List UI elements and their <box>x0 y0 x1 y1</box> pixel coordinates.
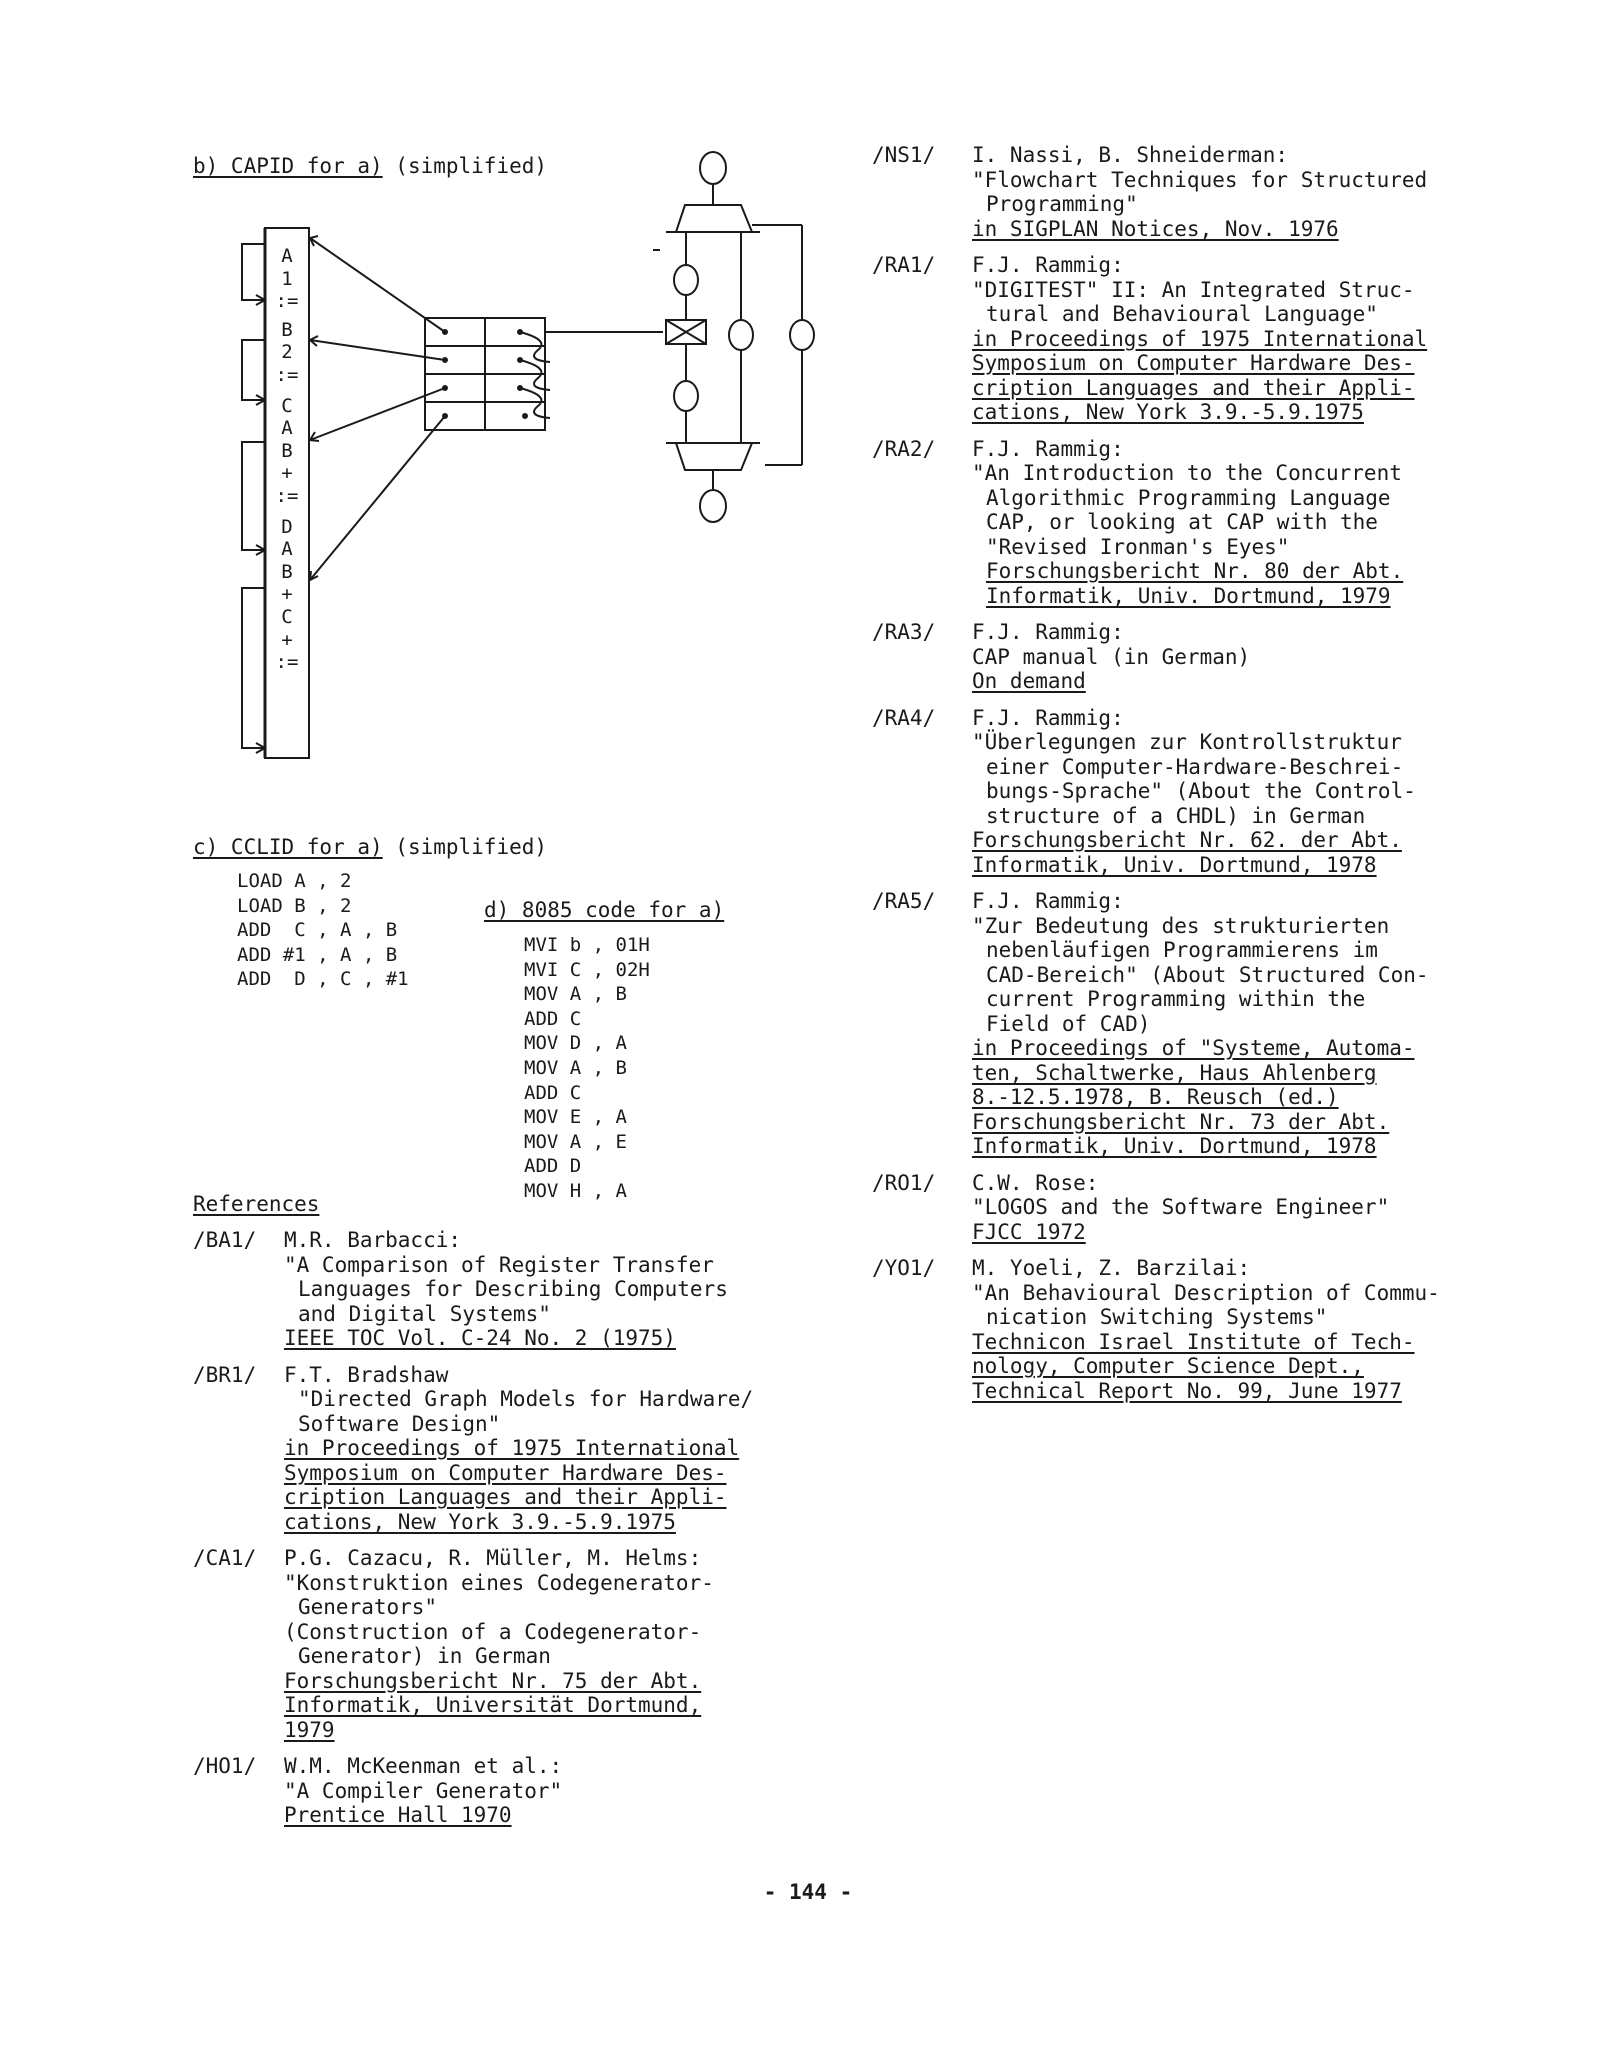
reference-line-text: "An Behavioural Description of Commu- <box>972 1280 1440 1305</box>
reference-tag: /RA4/ <box>872 705 936 730</box>
reference-line <box>284 1718 833 1743</box>
reference-line <box>284 1436 833 1461</box>
reference-body <box>972 620 1512 694</box>
reference-line <box>972 779 1512 804</box>
bracket-d <box>242 588 265 748</box>
reference-line <box>972 510 1512 535</box>
figure-b-caption: b) CAPID for a) (simplified) <box>193 154 548 178</box>
reference-line-text: Generator) in German <box>298 1644 551 1668</box>
reference-body <box>972 706 1512 878</box>
reference-line <box>972 1354 1512 1379</box>
reference-line-text: cations, New York 3.9.-5.9.1975 <box>972 400 1364 424</box>
reference-line <box>284 1302 833 1327</box>
reference-line-text: F.J. Rammig: <box>972 705 1124 730</box>
reference-line <box>972 486 1512 511</box>
reference-line-text: "LOGOS and the Software Engineer" <box>972 1195 1390 1219</box>
reference-entry <box>193 1546 833 1742</box>
reference-line <box>972 828 1512 853</box>
reference-line-text: Forschungsbericht Nr. 80 der Abt. <box>986 559 1404 583</box>
reference-line <box>284 1228 833 1253</box>
reference-line-text: CAP, or looking at CAP with the <box>986 510 1378 534</box>
reference-line-text: Generators" <box>298 1595 438 1619</box>
reference-line <box>972 889 1512 914</box>
reference-line <box>284 1571 833 1596</box>
reference-body <box>972 143 1512 241</box>
reference-line-text: "Revised Ironman's Eyes" <box>986 534 1290 559</box>
reference-line <box>972 400 1512 425</box>
reference-body <box>972 889 1512 1159</box>
reference-line-text: W.M. McKeenman et al.: <box>284 1754 563 1778</box>
reference-body <box>284 1546 833 1742</box>
reference-line-text: "A Compiler Generator" <box>284 1778 563 1803</box>
reference-line <box>284 1253 833 1278</box>
reference-line <box>972 437 1512 462</box>
capid-diagram <box>220 140 820 780</box>
reference-entry <box>872 1171 1512 1245</box>
reference-line-text: I. Nassi, B. Shneiderman: <box>972 143 1289 167</box>
reference-entry <box>193 1754 833 1828</box>
reference-line-text: P.G. Cazacu, R. Müller, M. Helms: <box>284 1546 702 1570</box>
reference-line-text: Algorithmic Programming Language <box>986 485 1391 510</box>
reference-line <box>972 302 1512 327</box>
reference-line <box>972 645 1512 670</box>
reference-line-text: in Proceedings of 1975 International <box>284 1436 740 1460</box>
reference-line-text: in SIGPLAN Notices, Nov. 1976 <box>972 216 1339 241</box>
cclid-code: LOAD A , 2 LOAD B , 2 ADD C , A , B ADD #1 , A , B ADD D , C , #1 <box>237 870 409 991</box>
reference-body <box>284 1228 833 1351</box>
reference-line <box>284 1412 833 1437</box>
reference-line <box>284 1595 833 1620</box>
left-references <box>193 1228 833 1840</box>
reference-line <box>284 1669 833 1694</box>
reference-line-text: "Überlegungen zur Kontrollstruktur <box>972 730 1402 754</box>
reference-line-text: Programming" <box>986 192 1138 216</box>
reference-line <box>284 1485 833 1510</box>
reference-line-text: "DIGITEST" II: An Integrated Struc- <box>972 277 1415 302</box>
reference-entry <box>872 253 1512 425</box>
reference-line-text: 8.-12.5.1978, B. Reusch (ed.) <box>972 1085 1339 1109</box>
reference-line-text: Forschungsbericht Nr. 62. der Abt. <box>972 828 1402 852</box>
reference-line <box>284 1461 833 1486</box>
reference-body <box>972 253 1512 425</box>
reference-line-text: in Proceedings of "Systeme, Automa- <box>972 1036 1415 1060</box>
reference-line-text: Languages for Describing Computers <box>298 1277 728 1301</box>
reference-line-text: Informatik, Universität Dortmund, <box>284 1693 702 1717</box>
reference-entry <box>872 889 1512 1159</box>
reference-line-text: "Konstruktion eines Codegenerator- <box>284 1570 714 1595</box>
reference-tag: /CA1/ <box>193 1546 257 1570</box>
reference-body <box>284 1754 833 1828</box>
reference-line-text: in Proceedings of 1975 International <box>972 326 1428 351</box>
reference-line <box>972 1012 1512 1037</box>
reference-line <box>972 620 1512 645</box>
reference-line <box>972 559 1512 584</box>
reference-tag: /YO1/ <box>872 1256 936 1280</box>
reference-line-text: FJCC 1972 <box>972 1219 1086 1244</box>
reference-line <box>972 461 1512 486</box>
reference-line <box>972 351 1512 376</box>
reference-line-text: M.R. Barbacci: <box>284 1228 462 1252</box>
reference-line <box>972 669 1512 694</box>
reference-line-text: On demand <box>972 669 1086 693</box>
reference-line <box>972 143 1512 168</box>
reference-body <box>972 437 1512 609</box>
reference-line <box>284 1754 833 1779</box>
reference-line-text: Field of CAD) <box>986 1011 1151 1036</box>
reference-tag: /NS1/ <box>872 143 936 167</box>
reference-line <box>972 804 1512 829</box>
reference-line <box>972 914 1512 939</box>
reference-line-text: Symposium on Computer Hardware Des- <box>972 351 1415 375</box>
reference-line-text: Technical Report No. 99, June 1977 <box>972 1378 1402 1403</box>
reference-line <box>284 1277 833 1302</box>
reference-line <box>972 376 1512 401</box>
reference-line <box>972 987 1512 1012</box>
reference-line <box>972 1110 1512 1135</box>
reference-line-text: nication Switching Systems" <box>986 1305 1328 1329</box>
reference-line <box>972 192 1512 217</box>
reference-line <box>284 1779 833 1804</box>
reference-line-text: M. Yoeli, Z. Barzilai: <box>972 1256 1251 1280</box>
reference-line-text: Forschungsbericht Nr. 75 der Abt. <box>284 1668 702 1693</box>
reference-tag: /RA5/ <box>872 889 936 913</box>
reference-line <box>972 1171 1512 1196</box>
capid-bar-labels: A 1 := B 2 := C A B + := D A B + C + := <box>275 245 299 674</box>
reference-line-text: nebenläufigen Programmierens im <box>986 938 1378 962</box>
reference-line-text: cription Languages and their Appli- <box>972 375 1415 400</box>
reference-line <box>972 1085 1512 1110</box>
reference-line-text: F.J. Rammig: <box>972 889 1124 913</box>
reference-line <box>284 1620 833 1645</box>
reference-line <box>284 1363 833 1388</box>
reference-tag: /RA3/ <box>872 620 936 644</box>
reference-line-text: Symposium on Computer Hardware Des- <box>284 1460 727 1485</box>
reference-line-text: current Programming within the <box>986 987 1366 1011</box>
page-number: - 144 - <box>763 1880 853 1904</box>
reference-tag: /RA1/ <box>872 253 936 277</box>
reference-line-text: cription Languages and their Appli- <box>284 1485 727 1509</box>
reference-line-text: "Directed Graph Models for Hardware/ <box>298 1387 754 1411</box>
reference-line-text: structure of a CHDL) in German <box>986 803 1366 828</box>
reference-entry <box>872 706 1512 878</box>
reference-line-text: tural and Behavioural Language" <box>986 302 1378 326</box>
reference-line-text: (Construction of a Codegenerator- <box>284 1619 702 1644</box>
reference-line-text: 1979 <box>284 1717 335 1742</box>
reference-line <box>972 1379 1512 1404</box>
reference-line <box>972 1330 1512 1355</box>
reference-line-text: F.T. Bradshaw <box>284 1362 449 1387</box>
bracket-c <box>242 442 265 550</box>
reference-line <box>972 253 1512 278</box>
reference-line <box>972 1305 1512 1330</box>
reference-line-text: "An Introduction to the Concurrent <box>972 461 1402 485</box>
reference-line-text: C.W. Rose: <box>972 1170 1099 1195</box>
reference-line <box>972 535 1512 560</box>
reference-line <box>972 278 1512 303</box>
reference-line-text: "A Comparison of Register Transfer <box>284 1252 714 1277</box>
right-references <box>872 143 1512 1415</box>
reference-line-text: and Digital Systems" <box>298 1301 551 1326</box>
reference-line <box>972 1281 1512 1306</box>
reference-line <box>972 168 1512 193</box>
reference-line-text: Prentice Hall 1970 <box>284 1803 512 1827</box>
reference-line-text: Forschungsbericht Nr. 73 der Abt. <box>972 1109 1390 1134</box>
bracket-a <box>242 244 265 300</box>
i8085-code: MVI b , 01H MVI C , 02H MOV A , B ADD C MOV D , A MOV A , B ADD C MOV E , A MOV A , E ADD D MOV H , A <box>524 934 650 1202</box>
reference-entry <box>872 143 1512 241</box>
reference-line-text: ten, Schaltwerke, Haus Ahlenberg <box>972 1060 1377 1085</box>
bracket-b <box>242 340 265 400</box>
reference-line-text: F.J. Rammig: <box>972 436 1124 461</box>
reference-line <box>972 1195 1512 1220</box>
figure-c-caption: c) CCLID for a) (simplified) <box>193 835 548 859</box>
reference-line <box>972 1036 1512 1061</box>
reference-line <box>284 1510 833 1535</box>
reference-line <box>972 1061 1512 1086</box>
reference-line <box>972 1134 1512 1159</box>
reference-line-text: Informatik, Univ. Dortmund, 1978 <box>972 852 1377 877</box>
reference-line <box>284 1693 833 1718</box>
reference-line-text: Technicon Israel Institute of Tech- <box>972 1329 1415 1354</box>
reference-line-text: cations, New York 3.9.-5.9.1975 <box>284 1509 676 1534</box>
reference-tag: /RO1/ <box>872 1170 936 1195</box>
reference-line <box>972 217 1512 242</box>
reference-line <box>284 1326 833 1351</box>
reference-line-text: "Flowchart Techniques for Structured <box>972 167 1428 192</box>
reference-line-text: F.J. Rammig: <box>972 253 1124 277</box>
reference-tag: /HO1/ <box>193 1754 257 1778</box>
reference-line <box>972 584 1512 609</box>
reference-line <box>284 1644 833 1669</box>
reference-entry <box>872 1256 1512 1403</box>
reference-tag: /BR1/ <box>193 1362 257 1387</box>
reference-line <box>972 963 1512 988</box>
reference-line-text: F.J. Rammig: <box>972 620 1124 644</box>
reference-line-text: bungs-Sprache" (About the Control- <box>986 779 1416 803</box>
reference-entry <box>872 437 1512 609</box>
reference-body <box>284 1363 833 1535</box>
reference-line-text: einer Computer-Hardware-Beschrei- <box>986 754 1404 779</box>
reference-line <box>972 853 1512 878</box>
reference-line <box>284 1546 833 1571</box>
reference-line <box>284 1387 833 1412</box>
reference-line <box>972 706 1512 731</box>
reference-body <box>972 1256 1512 1403</box>
reference-line-text: Software Design" <box>298 1411 501 1436</box>
reference-line-text: nology, Computer Science Dept., <box>972 1354 1364 1378</box>
reference-line <box>972 755 1512 780</box>
reference-line-text: CAD-Bereich" (About Structured Con- <box>986 962 1429 987</box>
reference-line-text: IEEE TOC Vol. C-24 No. 2 (1975) <box>284 1326 676 1350</box>
reference-entry <box>872 620 1512 694</box>
reference-line <box>972 938 1512 963</box>
reference-line <box>284 1803 833 1828</box>
reference-line <box>972 327 1512 352</box>
reference-line <box>972 1220 1512 1245</box>
reference-body <box>972 1171 1512 1245</box>
figure-d-caption: d) 8085 code for a) <box>484 898 725 922</box>
reference-tag: /RA2/ <box>872 436 936 461</box>
reference-tag: /BA1/ <box>193 1228 257 1252</box>
reference-line <box>972 730 1512 755</box>
reference-entry <box>193 1228 833 1351</box>
reference-line-text: Informatik, Univ. Dortmund, 1978 <box>972 1134 1377 1158</box>
reference-entry <box>193 1363 833 1535</box>
reference-line-text: "Zur Bedeutung des strukturierten <box>972 913 1390 938</box>
reference-line <box>972 1256 1512 1281</box>
reference-line-text: Informatik, Univ. Dortmund, 1979 <box>986 583 1391 608</box>
references-heading: References <box>193 1192 320 1216</box>
reference-line-text: CAP manual (in German) <box>972 644 1251 669</box>
